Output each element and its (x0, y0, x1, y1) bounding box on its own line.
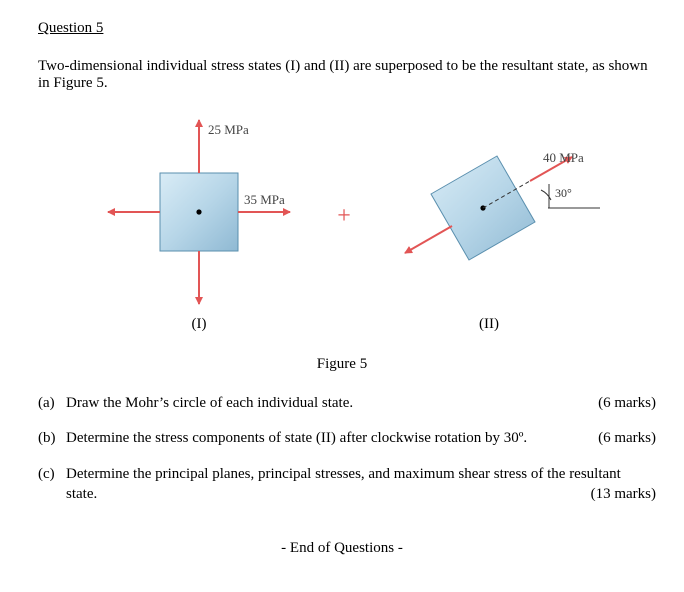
question-intro: Two-dimensional individual stress states (I) and (II) are superposed to be the resultant state, as shown in Figure 5. (38, 58, 648, 91)
state-1-top-stress-label: 25 MPa (208, 122, 249, 137)
plus-sign: + (337, 203, 351, 229)
figure-5 (0, 110, 684, 350)
question-title: Question 5 (38, 20, 104, 36)
part-b-text: Determine the stress components of state (II) after clockwise rotation by 30º. (66, 430, 528, 446)
end-of-questions: - End of Questions - (281, 540, 403, 556)
part-c-text-line-1: Determine the principal planes, principal stresses, and maximum shear stress of the resultant (66, 466, 621, 482)
figure-caption: Figure 5 (316, 356, 368, 372)
part-c-label: (c) (38, 466, 55, 482)
state-2-angle-label: 30° (555, 186, 572, 200)
stress-figure (0, 110, 684, 350)
part-a-label: (a) (38, 395, 55, 411)
part-c-marks: (13 marks) (590, 486, 656, 502)
part-a-text: Draw the Mohr’s circle of each individual state. (66, 395, 354, 411)
state-1-label: (I) (191, 316, 207, 332)
part-c-text-line-2: state. (66, 486, 98, 502)
state-1-right-stress-label: 35 MPa (244, 192, 285, 207)
state-1-element (160, 173, 238, 251)
state-2-label: (II) (479, 316, 499, 332)
state-2-stress-label: 40 MPa (543, 150, 584, 165)
part-a-marks: (6 marks) (598, 395, 656, 411)
part-b-label: (b) (38, 430, 56, 446)
part-b-marks: (6 marks) (598, 430, 656, 446)
